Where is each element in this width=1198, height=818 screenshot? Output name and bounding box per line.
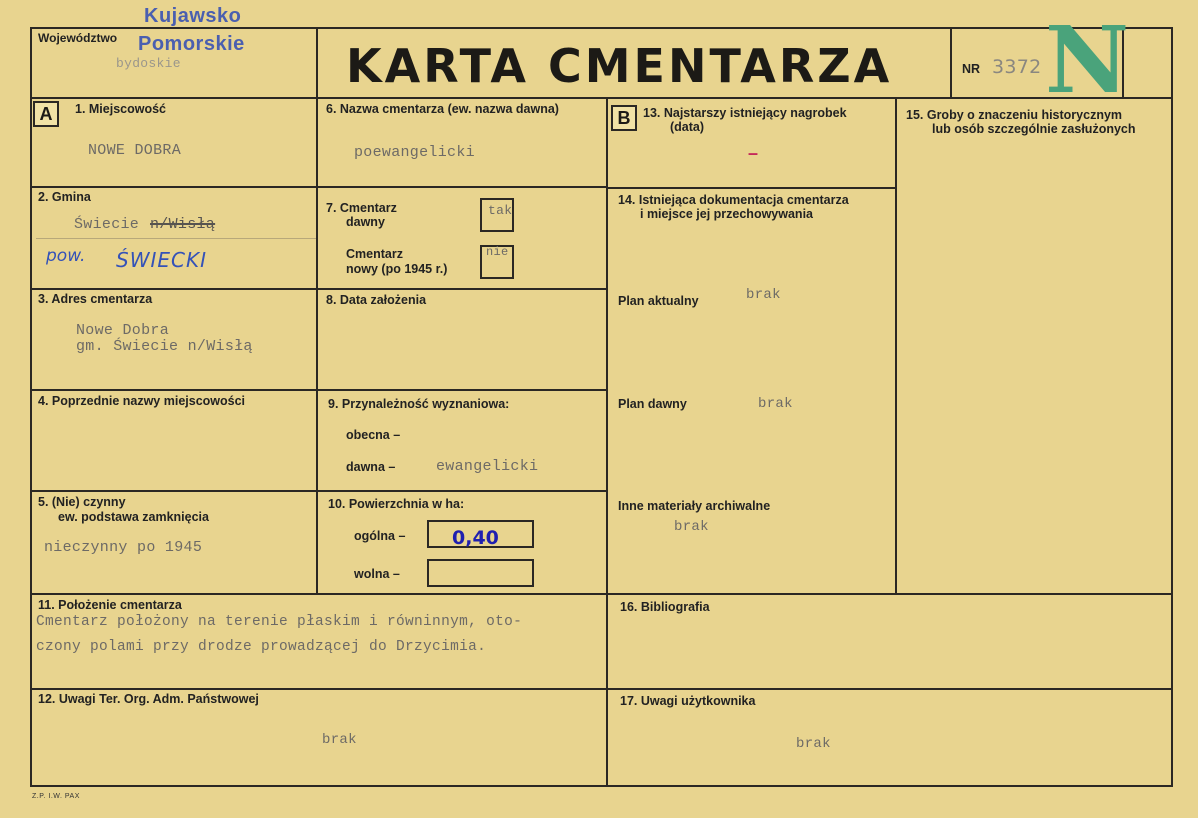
field-2-hand-prefix: pow.	[46, 246, 86, 266]
plan-aktualny-value: brak	[746, 287, 781, 303]
big-letter-n: N	[1045, 6, 1130, 114]
field-9-dawna: dawna –	[346, 460, 396, 474]
field-5-label-line1: 5. (Nie) czynny	[38, 495, 126, 509]
field-10-wolna-box	[427, 559, 534, 587]
plan-dawny-label: Plan dawny	[618, 397, 687, 411]
field-1-label: 1. Miejscowość	[75, 102, 167, 116]
field-5-label-line2: ew. podstawa zamknięcia	[58, 510, 209, 524]
field-2-hand-value: ŚWIECKI	[116, 248, 207, 272]
field-14-label-line1: 14. Istniejąca dokumentacja cmentarza	[618, 193, 849, 207]
field-9-label: 9. Przynależność wyznaniowa:	[328, 397, 510, 411]
field-3-label: 3. Adres cmentarza	[38, 292, 153, 306]
field-12-label: 12. Uwagi Ter. Org. Adm. Państwowej	[38, 692, 259, 706]
field-11-label: 11. Położenie cmentarza	[38, 598, 182, 612]
field-8-label: 8. Data założenia	[326, 293, 427, 307]
field-16-label: 16. Bibliografia	[620, 600, 710, 614]
stamp-line2: Pomorskie	[138, 33, 245, 55]
field-10-ogolna: ogólna –	[354, 529, 406, 543]
field-7-nowy-line1: Cmentarz	[346, 247, 403, 261]
field-15-label-line2: lub osób szczególnie zasłużonych	[932, 122, 1136, 136]
field-13-label-line1: 13. Najstarszy istniejący nagrobek	[643, 106, 847, 120]
field-3-line1: Nowe Dobra	[76, 322, 170, 339]
field-7-nowy-value: nie	[486, 245, 509, 259]
field-11-line1: Cmentarz położony na terenie płaskim i równinnym, oto-	[36, 614, 523, 630]
field-10-label: 10. Powierzchnia w ha:	[328, 497, 465, 511]
field-9-dawna-value: ewangelicki	[436, 458, 539, 475]
field-13-label-line2: (data)	[670, 120, 705, 134]
field-6-label: 6. Nazwa cmentarza (ew. nazwa dawna)	[326, 102, 559, 116]
nr-value: 3372	[992, 56, 1042, 78]
field-11-line2: czony polami przy drodze prowadzącej do Drzycimia.	[36, 639, 487, 655]
nr-label: NR	[962, 62, 981, 76]
field-17-value: brak	[796, 736, 831, 752]
plan-aktualny-label: Plan aktualny	[618, 294, 699, 308]
field-7-dawny-value: tak	[488, 203, 513, 218]
field-4-label: 4. Poprzednie nazwy miejscowości	[38, 394, 246, 408]
field-10-wolna: wolna –	[354, 567, 400, 581]
section-b-letter: B	[611, 105, 637, 131]
field-6-value: poewangelicki	[354, 144, 475, 161]
field-14-label-line2: i miejsce jej przechowywania	[640, 207, 813, 221]
field-12-value: brak	[322, 732, 357, 748]
field-7-label-line2: dawny	[346, 215, 385, 229]
field-2-value: Świecie	[74, 216, 140, 233]
wojewodztwo-label: Województwo	[38, 31, 118, 45]
field-2-label: 2. Gmina	[38, 190, 91, 204]
inne-materialy-label: Inne materiały archiwalne	[618, 499, 771, 513]
stamp-line1: Kujawsko	[144, 5, 242, 27]
field-17-label: 17. Uwagi użytkownika	[620, 694, 756, 708]
plan-dawny-value: brak	[758, 396, 793, 412]
footer-imprint: Z.P. I.W. PAX	[32, 793, 80, 800]
field-13-value: –	[748, 143, 759, 163]
field-7-label-line1: 7. Cmentarz	[326, 201, 397, 215]
inne-materialy-value: brak	[674, 519, 709, 535]
field-3-line2: gm. Świecie n/Wisłą	[76, 338, 253, 355]
field-10-ogolna-value: 0,40	[452, 527, 499, 549]
field-1-value: NOWE DOBRA	[88, 142, 182, 159]
field-5-value: nieczynny po 1945	[44, 539, 203, 556]
field-15-label-line1: 15. Groby o znaczeniu historycznym	[906, 108, 1123, 122]
field-2-struck: n/Wisłą	[150, 216, 216, 233]
section-a-letter: A	[33, 101, 59, 127]
field-9-obecna: obecna –	[346, 428, 401, 442]
page-title: KARTA CMENTARZA	[346, 39, 893, 93]
typed-region: bydoskie	[116, 56, 181, 71]
field-7-nowy-line2: nowy (po 1945 r.)	[346, 262, 448, 276]
